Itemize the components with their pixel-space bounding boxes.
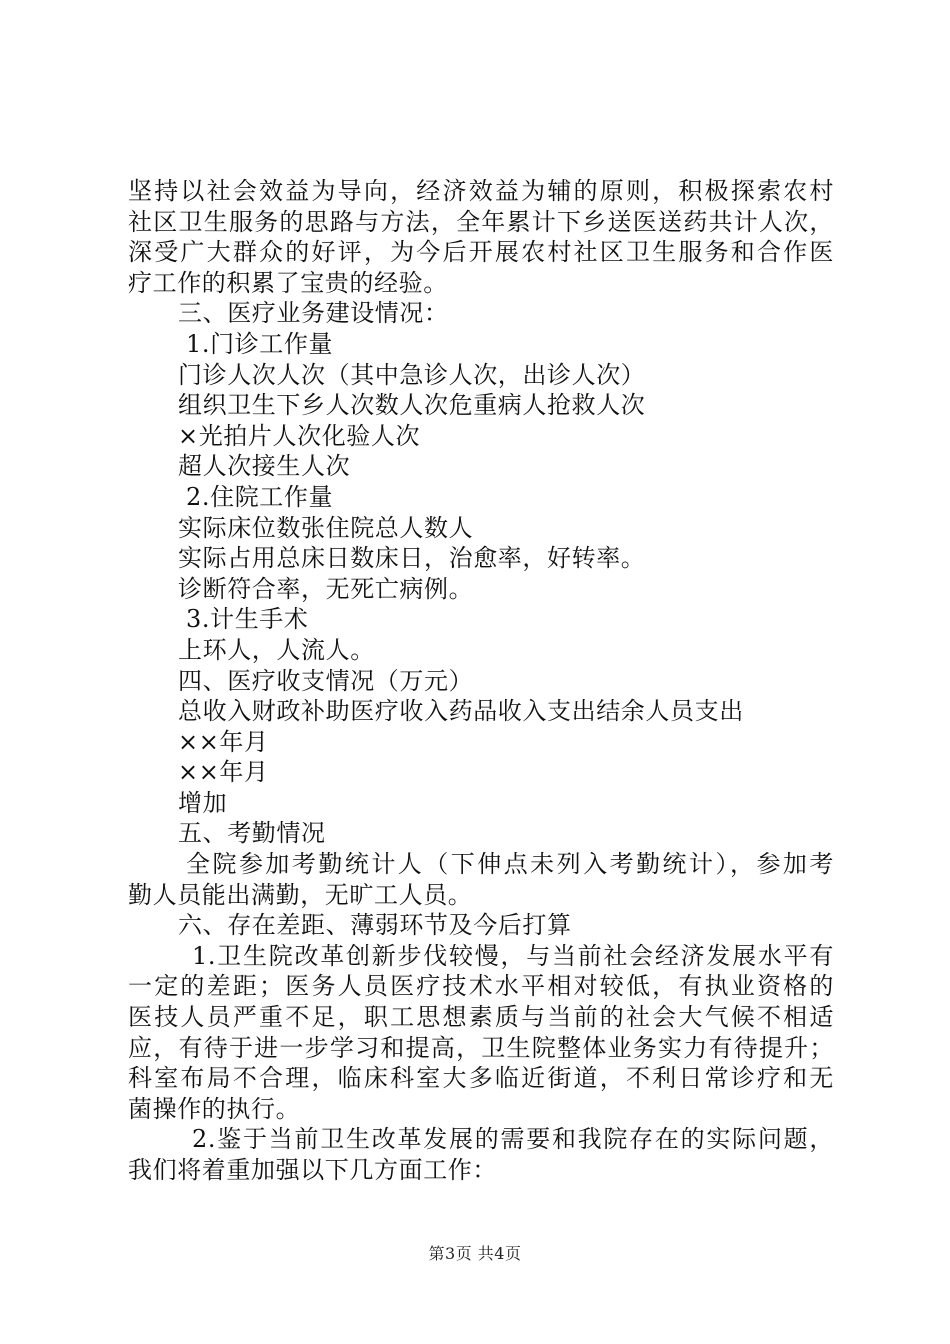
paragraph-line: 实际床位数张住院总人数人 bbox=[178, 513, 474, 542]
section-heading: 五、考勤情况 bbox=[178, 819, 326, 848]
paragraph-line: 全院参加考勤统计人（下伸点未列入考勤统计），参加考 bbox=[186, 850, 834, 879]
document-body bbox=[128, 176, 834, 1186]
paragraph-line: 组织卫生下乡人次数人次危重病人抢救人次 bbox=[178, 391, 646, 420]
paragraph-line: 增加 bbox=[178, 788, 228, 817]
paragraph-line: 疗工作的积累了宝贵的经验。 bbox=[128, 268, 448, 297]
section-heading: 六、存在差距、薄弱环节及今后打算 bbox=[178, 911, 572, 940]
section-heading: 三、医疗业务建设情况： bbox=[178, 299, 449, 328]
paragraph-line: 上环人，人流人。 bbox=[178, 635, 375, 664]
paragraph-line: ××年月 bbox=[178, 758, 269, 787]
paragraph-line: 勤人员能出满勤，无旷工人员。 bbox=[128, 880, 473, 909]
paragraph-line: 我们将着重加强以下几方面工作： bbox=[128, 1156, 497, 1184]
paragraph-line: 医技人员严重不足，职工思想素质与当前的社会大气候不相适 bbox=[128, 1003, 834, 1032]
paragraph-line: 总收入财政补助医疗收入药品收入支出结余人员支出 bbox=[178, 697, 744, 726]
subsection-heading: 2.住院工作量 bbox=[186, 482, 334, 511]
paragraph-line: 2.鉴于当前卫生改革发展的需要和我院存在的实际问题， bbox=[192, 1125, 834, 1154]
paragraph-line: 诊断符合率，无死亡病例。 bbox=[178, 574, 474, 603]
paragraph-line: 应，有待于进一步学习和提高，卫生院整体业务实力有待提升； bbox=[128, 1033, 834, 1062]
paragraph-line: 实际占用总床日数床日，治愈率，好转率。 bbox=[178, 544, 646, 573]
paragraph-line: ××年月 bbox=[178, 727, 269, 756]
subsection-heading: 3.计生手术 bbox=[186, 605, 309, 634]
paragraph-line: ×光拍片人次化验人次 bbox=[178, 421, 421, 450]
paragraph-line: 菌操作的执行。 bbox=[128, 1094, 301, 1123]
section-heading: 四、医疗收支情况（万元） bbox=[178, 666, 474, 695]
paragraph-line: 坚持以社会效益为导向，经济效益为辅的原则，积极探索农村 bbox=[128, 177, 834, 205]
paragraph-line: 超人次接生人次 bbox=[178, 452, 351, 481]
paragraph-line: 社区卫生服务的思路与方法，全年累计下乡送医送药共计人次， bbox=[128, 207, 834, 236]
paragraph-line: 一定的差距；医务人员医疗技术水平相对较低，有执业资格的 bbox=[128, 972, 834, 1001]
paragraph-line: 深受广大群众的好评，为今后开展农村社区卫生服务和合作医 bbox=[128, 238, 834, 267]
paragraph-line: 科室布局不合理，临床科室大多临近街道，不利日常诊疗和无 bbox=[128, 1064, 834, 1093]
subsection-heading: 1.门诊工作量 bbox=[186, 329, 334, 358]
paragraph-line: 门诊人次人次（其中急诊人次，出诊人次） bbox=[178, 360, 646, 389]
paragraph-line: 1.卫生院改革创新步伐较慢，与当前社会经济发展水平有 bbox=[192, 941, 834, 970]
page-footer: 第3页 共4页 bbox=[428, 1244, 522, 1263]
